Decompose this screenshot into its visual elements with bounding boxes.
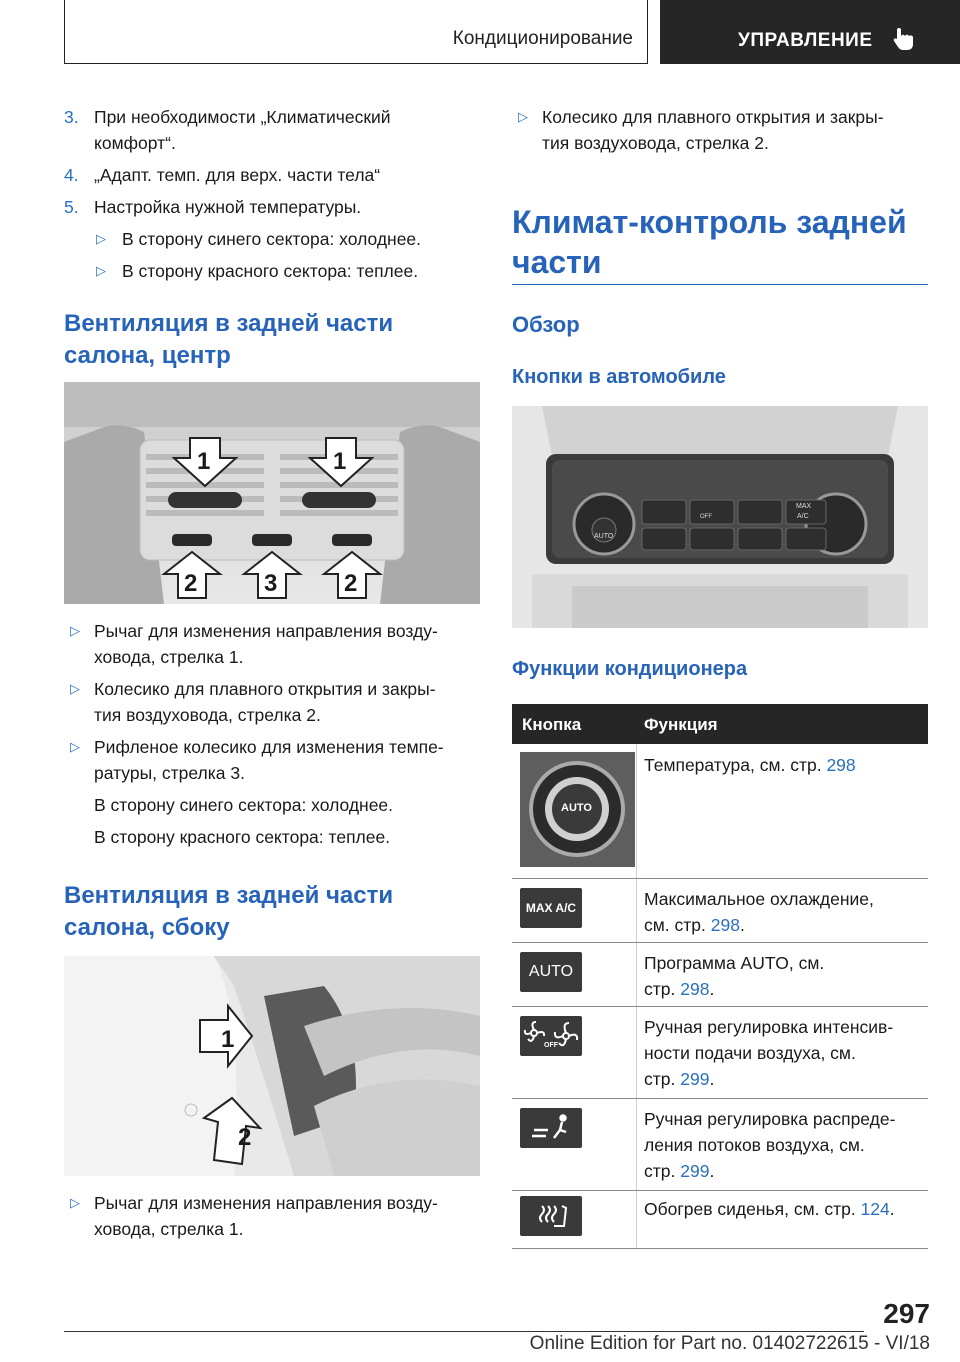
function-cell: Ручная регулировка распреде- ления потоков воздуха, см. стр. 299. — [644, 1109, 896, 1181]
bullet-text: Рычаг для изменения направления возду- — [94, 1193, 438, 1213]
bullet-text: тия воздуховода, стрелка 2. — [94, 705, 321, 725]
row-divider — [512, 878, 928, 879]
row-divider — [512, 942, 928, 943]
subsection-heading: Обзор — [512, 312, 580, 337]
air-distribution-icon — [520, 1108, 582, 1148]
function-cell: Ручная регулировка интенсив- ности подачи воздуха, см. стр. 299. — [644, 1017, 894, 1089]
chapter-heading: части — [512, 244, 602, 280]
seat-heating-icon — [520, 1196, 582, 1236]
list-number: 3. — [64, 107, 79, 127]
function-cell: Обогрев сиденья, см. стр. 124. — [644, 1199, 895, 1219]
row-divider — [512, 1190, 928, 1191]
bullet-triangle-icon: ▷ — [96, 263, 106, 278]
header-chapter-box — [660, 0, 960, 64]
function-cell: Температура, см. стр. 298 — [644, 755, 856, 775]
panel-label-ac: A/C — [797, 513, 809, 520]
section-heading: салона, сбоку — [64, 914, 230, 941]
list-number: 4. — [64, 165, 79, 185]
list-item-text: Настройка нужной температуры. — [94, 197, 362, 217]
bullet-text: Колесико для плавного открытия и закры- — [542, 107, 884, 127]
bullet-triangle-icon: ▷ — [518, 109, 528, 124]
bullet-text: ховода, стрелка 1. — [94, 647, 244, 667]
sub-item-text: В сторону красного сектора: теплее. — [122, 261, 419, 281]
page-link[interactable]: 299 — [680, 1161, 710, 1181]
list-item-text: комфорт“. — [94, 133, 176, 153]
bullet-text: ратуры, стрелка 3. — [94, 763, 245, 783]
max-ac-button-image: MAX A/C — [520, 888, 582, 928]
bullet-text: ховода, стрелка 1. — [94, 1219, 244, 1239]
seat-heating-button-image — [520, 1196, 582, 1236]
table-header-button: Кнопка — [522, 715, 582, 734]
bullet-text: Рычаг для изменения направления возду- — [94, 621, 438, 641]
page-link[interactable]: 299 — [680, 1069, 710, 1089]
list-item-text: При необходимости „Климатический — [94, 107, 391, 127]
bullet-text: В сторону красного сектора: теплее. — [94, 827, 391, 847]
air-distribution-button-image — [520, 1108, 582, 1148]
auto-knob-image — [520, 752, 635, 867]
section-heading: Вентиляция в задней части — [64, 310, 394, 337]
table-header-function: Функция — [644, 715, 718, 734]
hand-pointer-icon — [892, 26, 916, 52]
bullet-triangle-icon: ▷ — [70, 739, 80, 754]
table-header — [512, 704, 928, 744]
page-link[interactable]: 298 — [680, 979, 710, 999]
header-chapter-title: УПРАВЛЕНИЕ — [738, 30, 873, 51]
function-cell: Программа AUTO, см. стр. 298. — [644, 953, 825, 999]
column-divider — [636, 744, 637, 1248]
bullet-text: Рифленое колесико для изменения темпе- — [94, 737, 444, 757]
sub-item-text: В сторону синего сектора: холоднее. — [122, 229, 422, 249]
bullet-triangle-icon: ▷ — [70, 681, 80, 696]
header-section-title: Кондиционирование — [452, 28, 633, 49]
function-cell: Максимальное охлаждение, см. стр. 298. — [644, 889, 874, 935]
footer-divider — [64, 1331, 864, 1332]
fan-button-image — [520, 1016, 582, 1056]
bullet-text: тия воздуховода, стрелка 2. — [542, 133, 769, 153]
arrow-label: 3 — [264, 570, 278, 597]
section-heading: салона, центр — [64, 342, 231, 369]
arrow-label: 1 — [333, 448, 347, 475]
page-number: 297 — [883, 1298, 930, 1329]
subsection-heading: Кнопки в автомобиле — [512, 366, 726, 388]
footer-edition: Online Edition for Part no. 01402722615 - VI/18 — [529, 1333, 930, 1354]
arrow-label: 1 — [221, 1026, 235, 1053]
arrow-label: 2 — [238, 1124, 252, 1151]
subsection-heading: Функции кондиционера — [512, 658, 748, 680]
bullet-triangle-icon: ▷ — [70, 1195, 80, 1210]
bullet-triangle-icon: ▷ — [70, 623, 80, 638]
center-vent-photo — [64, 382, 480, 604]
heading-divider — [512, 284, 928, 285]
knob-label: AUTO — [561, 802, 592, 814]
bullet-triangle-icon: ▷ — [96, 231, 106, 246]
row-divider — [512, 1098, 928, 1099]
page-link[interactable]: 298 — [826, 755, 856, 775]
arrow-label: 2 — [184, 570, 198, 597]
bullet-text: В сторону синего сектора: холоднее. — [94, 795, 394, 815]
page-link[interactable]: 298 — [710, 915, 740, 935]
auto-button-image: AUTO — [520, 952, 582, 992]
fan-off-label: OFF — [544, 1042, 558, 1049]
section-heading: Вентиляция в задней части — [64, 882, 394, 909]
chapter-heading: Климат-контроль задней — [512, 204, 907, 240]
arrow-label: 2 — [344, 570, 358, 597]
list-item-text: „Адапт. темп. для верх. части тела“ — [94, 165, 381, 185]
header-section-box — [64, 0, 648, 64]
panel-label-off: OFF — [700, 514, 712, 520]
row-divider — [512, 1006, 928, 1007]
climate-panel-photo — [512, 406, 928, 628]
page-link[interactable]: 124 — [860, 1199, 890, 1219]
list-number: 5. — [64, 197, 79, 217]
arrow-label: 1 — [197, 448, 211, 475]
side-vent-photo — [64, 956, 480, 1176]
panel-label-max: MAX — [796, 503, 812, 510]
fan-icon — [520, 1016, 582, 1056]
bullet-text: Колесико для плавного открытия и закры- — [94, 679, 436, 699]
panel-label-auto: AUTO — [594, 533, 614, 540]
row-divider — [512, 1248, 928, 1249]
